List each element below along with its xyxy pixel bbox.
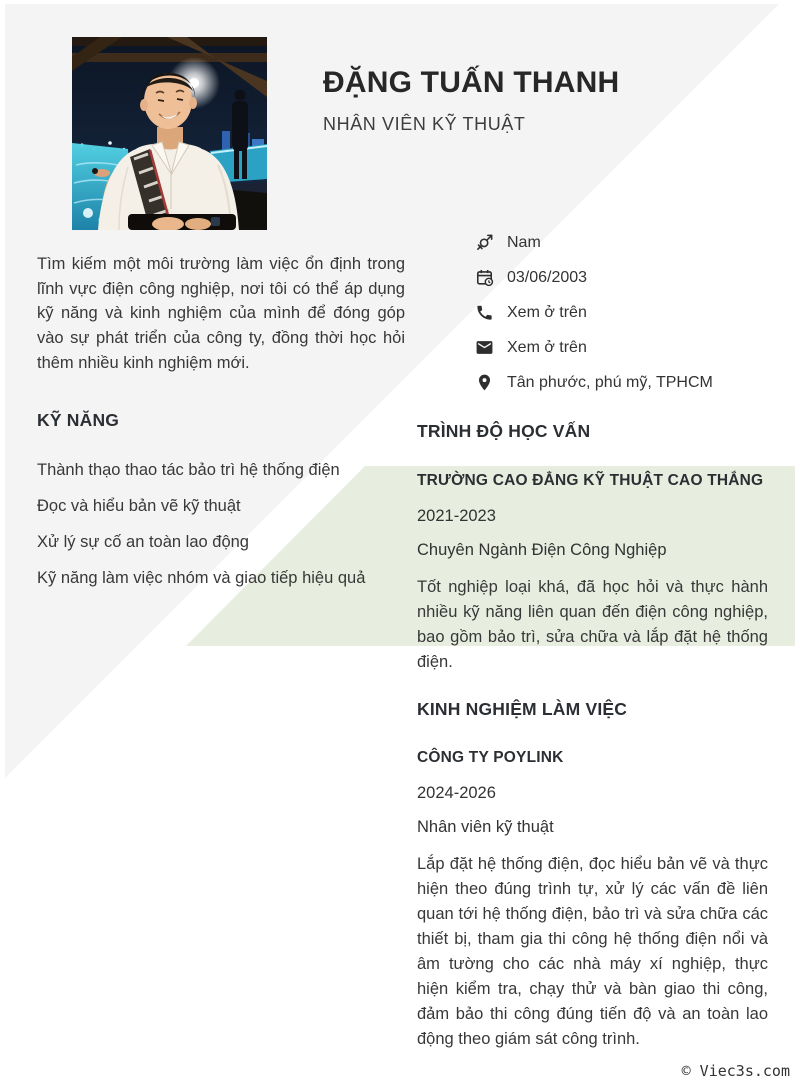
experience-years: 2024-2026 — [417, 784, 496, 802]
profile-photo-illustration — [72, 37, 267, 230]
mail-icon — [475, 338, 494, 357]
skills-section — [37, 410, 405, 602]
summary-text: Tìm kiếm một môi trường làm việc ổn định trong lĩnh vực điện công nghiệp, nơi tôi có thể áp dụng kỹ năng và kinh nghiệm của mình để đóng góp vào sự phát triển của công ty, đồng thời học hỏi thêm nhiều kinh nghiệm mới. — [37, 255, 405, 372]
contact-row-phone — [475, 301, 713, 324]
experience-role: Nhân viên kỹ thuật — [417, 818, 554, 836]
contact-row-gender — [475, 231, 713, 254]
birthdate-value: 03/06/2003 — [507, 268, 588, 286]
education-heading: TRÌNH ĐỘ HỌC VẤN — [417, 421, 591, 441]
education-major: Chuyên Ngành Điện Công Nghiệp — [417, 541, 667, 559]
experience-heading: KINH NGHIỆM LÀM VIỆC — [417, 699, 628, 719]
experience-section — [417, 699, 768, 1052]
education-description: Tốt nghiệp loại khá, đã học hỏi và thực hành nhiều kỹ năng liên quan đến điện công nghiệp, bao gồm bảo trì, sửa chữa và lắp đặt hệ thống điện. — [417, 578, 768, 671]
gender-icon — [475, 233, 494, 252]
address-value: Tân phước, phú mỹ, TPHCM — [507, 373, 713, 391]
gender-value: Nam — [507, 233, 541, 251]
education-section — [417, 421, 768, 675]
skill-item: Kỹ năng làm việc nhóm và giao tiếp hiệu quả — [37, 569, 366, 587]
email-value: Xem ở trên — [507, 338, 587, 356]
school-name: TRƯỜNG CAO ĐẲNG KỸ THUẬT CAO THẮNG — [417, 472, 764, 489]
site-credit: © Viec3s.com — [681, 1062, 790, 1080]
profile-photo — [72, 37, 267, 230]
header — [323, 66, 619, 135]
education-years: 2021-2023 — [417, 507, 496, 525]
calendar-icon — [475, 268, 494, 287]
skills-heading: KỸ NĂNG — [37, 410, 120, 430]
contact-row-birthdate — [475, 266, 713, 289]
company-name: CÔNG TY POYLINK — [417, 749, 564, 766]
phone-icon — [475, 303, 494, 322]
contact-row-address — [475, 371, 713, 394]
skill-item: Đọc và hiểu bản vẽ kỹ thuật — [37, 497, 241, 515]
skill-item: Xử lý sự cố an toàn lao động — [37, 533, 249, 551]
candidate-name: ĐẶNG TUẤN THANH — [323, 66, 620, 99]
experience-description: Lắp đặt hệ thống điện, đọc hiểu bản vẽ và thực hiện theo đúng trình tự, xử lý các vấn đề liên quan tới hệ thống điện, bảo trì và sửa chữa các thiết bị, tham gia thi công hệ thống điện nổi và âm tường cho các nhà máy xí nghiệp, thực hiện kiểm tra, chạy thử và bàn giao thi công, đảm bảo thi công đúng tiến độ và an toàn lao động theo giám sát công trình. — [417, 855, 768, 1048]
phone-value: Xem ở trên — [507, 303, 587, 321]
skill-item: Thành thạo thao tác bảo trì hệ thống điện — [37, 461, 340, 479]
job-title: NHÂN VIÊN KỸ THUẬT — [323, 114, 526, 134]
location-icon — [475, 373, 494, 392]
contact-list — [475, 231, 713, 406]
contact-row-email — [475, 336, 713, 359]
